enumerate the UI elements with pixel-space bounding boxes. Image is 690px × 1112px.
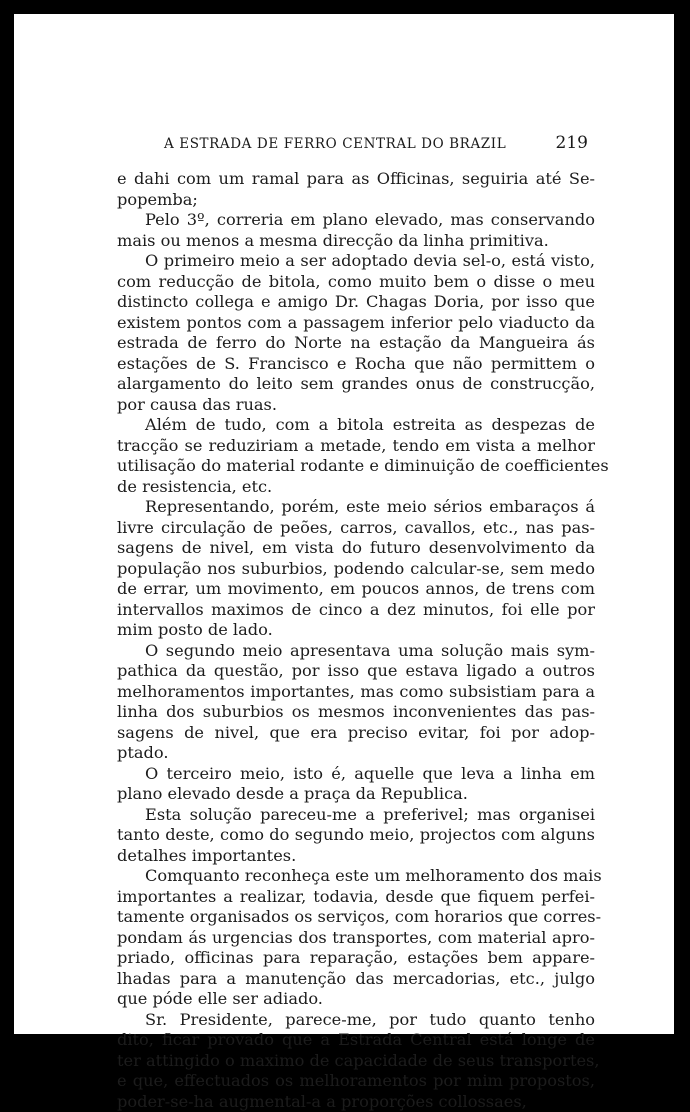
text-line: pondam ás urgencias dos transportes, com material apro-	[117, 928, 595, 949]
text-line: Sr. Presidente, parece-me, por tudo quanto tenho	[117, 1010, 595, 1031]
text-line: e que, effectuados os melhoramentos por mim propostos,	[117, 1071, 595, 1092]
text-line: detalhes importantes.	[117, 846, 595, 867]
text-line: ter attingido o maximo de capacidade de seus transportes,	[117, 1051, 595, 1072]
running-title: A ESTRADA DE FERRO CENTRAL DO BRAZIL	[164, 136, 506, 152]
text-line: mim posto de lado.	[117, 620, 595, 641]
paragraph	[117, 805, 595, 867]
text-line: poder-se-ha augmental-a a proporções collossaes,	[117, 1092, 595, 1112]
text-line: Esta solução pareceu-me a preferivel; mas organisei	[117, 805, 595, 826]
text-line: O primeiro meio a ser adoptado devia sel-o, está visto,	[117, 251, 595, 272]
paragraph	[117, 497, 595, 641]
body-text	[117, 169, 595, 1112]
paragraph	[117, 251, 595, 415]
text-line: sagens de nivel, que era preciso evitar, foi por adop-	[117, 723, 595, 744]
page-header	[164, 133, 588, 157]
text-line: sagens de nivel, em vista do futuro desenvolvimento da	[117, 538, 595, 559]
paragraph	[117, 866, 595, 1010]
text-line: melhoramentos importantes, mas como subsistiam para a	[117, 682, 595, 703]
paragraph	[117, 764, 595, 805]
text-line: intervallos maximos de cinco a dez minutos, foi elle por	[117, 600, 595, 621]
text-line: Comquanto reconheça este um melhoramento dos mais	[117, 866, 595, 887]
text-line: importantes a realizar, todavia, desde que fiquem perfei-	[117, 887, 595, 908]
paragraph	[117, 169, 595, 210]
page-number: 219	[556, 133, 588, 153]
text-line: ptado.	[117, 743, 595, 764]
text-line: utilisação do material rodante e diminuição de coefficientes	[117, 456, 595, 477]
text-line: de resistencia, etc.	[117, 477, 595, 498]
paragraph	[117, 415, 595, 497]
text-line: O terceiro meio, isto é, aquelle que leva a linha em	[117, 764, 595, 785]
text-line: tamente organisados os serviços, com horarios que corres-	[117, 907, 595, 928]
text-line: livre circulação de peões, carros, cavallos, etc., nas pas-	[117, 518, 595, 539]
text-line: distincto collega e amigo Dr. Chagas Doria, por isso que	[117, 292, 595, 313]
text-line: pathica da questão, por isso que estava ligado a outros	[117, 661, 595, 682]
text-line: tanto deste, como do segundo meio, projectos com alguns	[117, 825, 595, 846]
text-line: Além de tudo, com a bitola estreita as despezas de	[117, 415, 595, 436]
text-line: Pelo 3º, correria em plano elevado, mas conservando	[117, 210, 595, 231]
paragraph	[117, 641, 595, 764]
text-line: estações de S. Francisco e Rocha que não permittem o	[117, 354, 595, 375]
text-line: O segundo meio apresentava uma solução mais sym-	[117, 641, 595, 662]
text-line: alargamento do leito sem grandes onus de construcção,	[117, 374, 595, 395]
text-line: por causa das ruas.	[117, 395, 595, 416]
paragraph	[117, 210, 595, 251]
text-line: Representando, porém, este meio sérios embaraços á	[117, 497, 595, 518]
text-line: com reducção de bitola, como muito bem o disse o meu	[117, 272, 595, 293]
text-line: priado, officinas para reparação, estações bem appare-	[117, 948, 595, 969]
text-line: dito, ficar provado que a Estrada Central está longe de	[117, 1030, 595, 1051]
text-line: de errar, um movimento, em poucos annos, de trens com	[117, 579, 595, 600]
text-line: plano elevado desde a praça da Republica.	[117, 784, 595, 805]
text-line: mais ou menos a mesma direcção da linha primitiva.	[117, 231, 595, 252]
text-line: tracção se reduziriam a metade, tendo em vista a melhor	[117, 436, 595, 457]
book-page	[14, 14, 674, 1034]
text-line: existem pontos com a passagem inferior pelo viaducto da	[117, 313, 595, 334]
text-line: que póde elle ser adiado.	[117, 989, 595, 1010]
paragraph	[117, 1010, 595, 1112]
text-line: linha dos suburbios os mesmos inconvenientes das pas-	[117, 702, 595, 723]
text-line: popemba;	[117, 190, 595, 211]
text-line: estrada de ferro do Norte na estação da Mangueira ás	[117, 333, 595, 354]
text-line: população nos suburbios, podendo calcular-se, sem medo	[117, 559, 595, 580]
text-line: e dahi com um ramal para as Officinas, seguiria até Se-	[117, 169, 595, 190]
text-line: lhadas para a manutenção das mercadorias, etc., julgo	[117, 969, 595, 990]
